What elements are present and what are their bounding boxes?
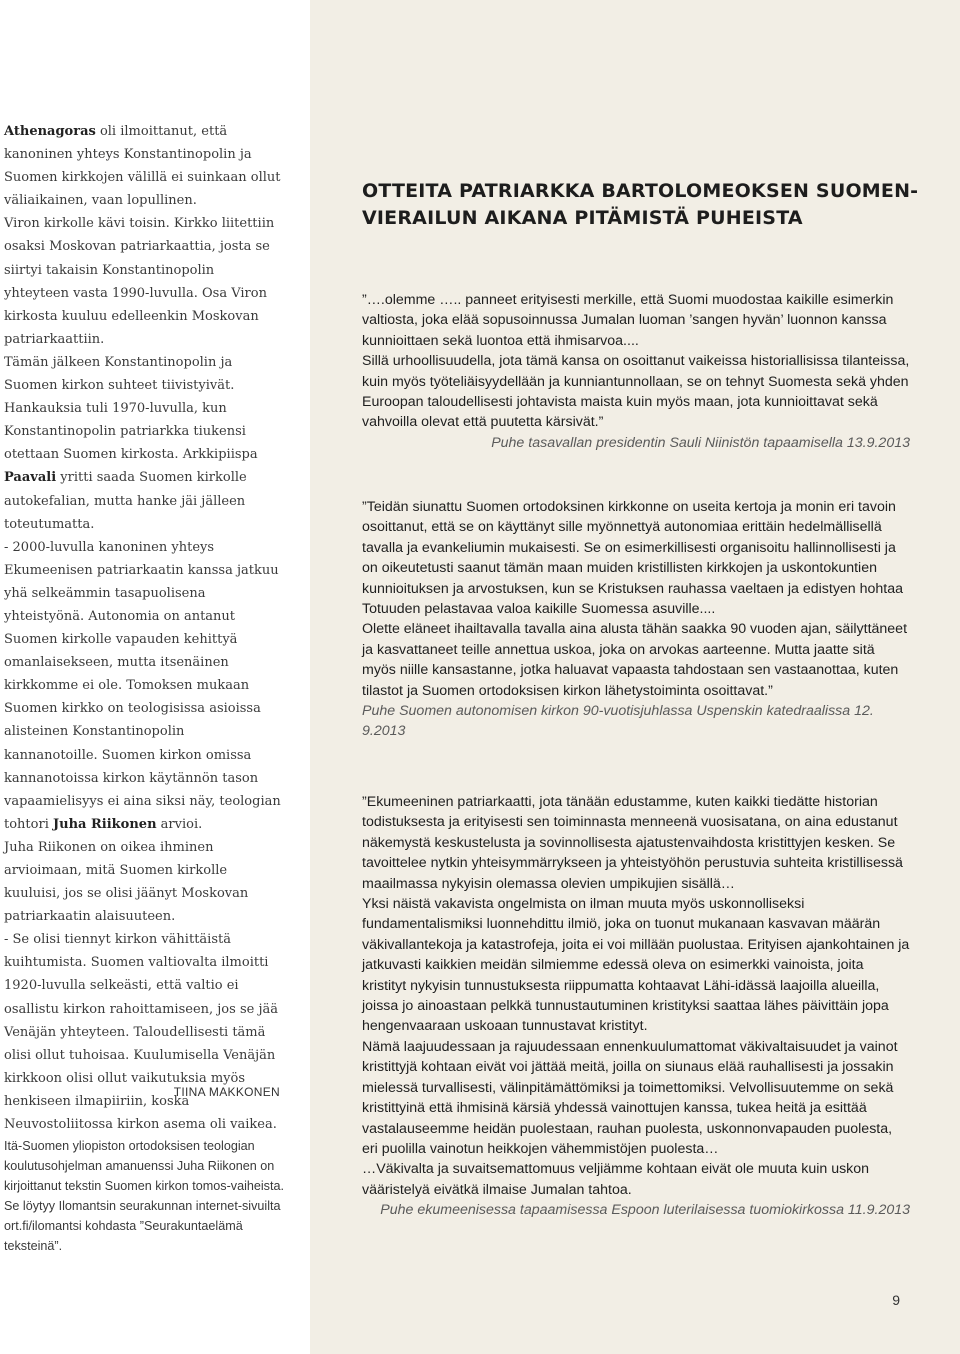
paragraph-text: oli ilmoittanut, että kanoninen yhteys Konstantinopolin ja Suomen kirkkojen välillä ei suinkaan ollut väliaikainen, vaan lopullinen. <box>4 124 281 209</box>
paragraph-text: yritti saada Suomen kirkolle autokefalian, mutta hanke jäi jälleen toteutumatta. <box>4 470 247 532</box>
name-athenagoras: Athenagoras <box>4 124 96 139</box>
quote-text: ”Ekumeeninen patriarkaatti, jota tänään edustamme, kuten kaikki tiedätte historian todistuksesta ja erityisesti sen toiminnasta menneenä vuosisatana, on aina edustanut näkemystä keskustelusta ja sovinnollisesta ajatustenvaihdosta kristittyjen kesken. Se tavoittelee nytkin yhteisymmärrykseen ja yhteistyöhön perustuvia suhteita kristillisessä maailmassa nykyisin olemassa olevien umpikujien sisällä… <box>362 794 903 892</box>
quote-block-3 <box>362 792 910 1221</box>
quote-block-1 <box>362 290 910 453</box>
paragraph-athenagoras <box>4 120 282 212</box>
paragraph-viron-kirkko: Viron kirkolle kävi toisin. Kirkko liitettiin osaksi Moskovan patriarkaattia, josta se siirtyi takaisin Konstantinopolin yhteyteen vasta 1990-luvulla. Osa Viron kirkosta kuuluu edelleenkin Moskovan patriarkaattiin. <box>4 216 275 347</box>
quote-text: Olette eläneet ihailtavalla tavalla aina alusta tähän saakka 90 vuoden ajan, säilyttäneet ja kasvattaneet teille annettua uskoa, joka on arvokas aarteenne. Mutta jaatte sitä myös niille kansastanne, jotka haluavat vapaasta tahdostaan sen vastaanottaa, kuten tilastot ja Suomen ortodoksisen kirkon lähetystoiminta osoittavat.” <box>362 621 908 699</box>
quote-citation: Puhe Suomen autonomisen kirkon 90-vuotisjuhlassa Uspenskin katedraalissa 12. 9.2013 <box>362 703 874 740</box>
author-bio: Itä-Suomen yliopiston ortodoksisen teologian koulutusohjelman amanuenssi Juha Riikonen on kirjoittanut tekstin Suomen kirkon tomos-vaiheista. Se löytyy Ilomantsin seurakunnan internet-sivuilta ort.fi/ilomantsi kohdasta ”Seurakuntaelämä teksteinä”. <box>4 1139 284 1253</box>
paragraph-text: Tämän jälkeen Konstantinopolin ja Suomen kirkon suhteet tiivistyivät. Hankauksia tuli 1970-luvulla, kun Konstantinopolin patriarkka tiukensi otettaan Suomen kirkosta. Arkkipiispa <box>4 354 258 463</box>
page-number: 9 <box>892 1292 900 1308</box>
name-paavali: Paavali <box>4 470 57 486</box>
paragraph-kuihtuminen: - Se olisi tiennyt kirkon vähittäistä kuihtumista. Suomen valtiovalta ilmoitti 1920-luvulla selkeästi, että valtio ei osallistu kirkon rahoittamiseen, jos se jää Venäjän yhteyteen. Taloudellisesti tämä olisi ollut tuhoisaa. Kuulumisella Venäjän kirkkoon olisi ollut vaikutuksia myös henkiseen ilmapiiriin, koska Neuvostoliitossa kirkon asema oli vaikea. <box>4 932 278 1133</box>
quote-text: Sillä urhoollisuudella, jota tämä kansa on osoittanut vaikeissa historiallisissa tilanteissa, kuin myös työteliäisyydellään ja kunniantunnollaan, se on tehnyt Suomesta sekä yhden Euroopan taloudellisesti johtavista maista kuin myös maan, jota kunnioittavat sekä vahvoilla olevat että puutetta kärsivät.” <box>362 353 910 431</box>
quote-text: ”Teidän siunattu Suomen ortodoksinen kirkkonne on useita kertoja ja monin eri tavoin osoittanut, että se on käyttänyt sille myönnettyä autonomiaa erittäin hedelmällisellä tavalla ja evankeliumin mukaisesti. Se on esimerkillisesti organisoitu hallinnollisesti ja on oikeutetusti saanut tämän maan muiden kristillisten kirkkojen ja uskontokuntien kunnioituksen ja arvostuksen, kun se Kristuksen rauhassa vaeltaen ja edistyen hohtaa Totuuden pelastavaa valoa kaikille Suomessa asuville.... <box>362 499 904 618</box>
paragraph-text: - 2000-luvulla kanoninen yhteys Ekumeenisen patriarkaatin kanssa jatkuu yhä selkeämmin tasapuolisena yhteistyönä. Autonomia on antanut Suomen kirkolle vapauden kehittyä omanlaisekseen, mutta itsenäinen kirkkomme ei ole. Tomoksen mukaan Suomen kirkko on teologisissa asioissa alisteinen Konstantinopolin kannanotoille. Suomen kirkon omissa kannanotoissa kirkon käytännön tason vapaamielisyys ei aina siksi näy, teologian tohtori <box>4 539 281 832</box>
paragraph-suhteet <box>4 351 282 536</box>
quote-block-2 <box>362 497 910 742</box>
article-column <box>4 120 282 1136</box>
quote-citation: Puhe ekumeenisessa tapaamisessa Espoon luterilaisessa tuomiokirkossa 11.9.2013 <box>380 1202 910 1219</box>
name-juha-riikonen: Juha Riikonen <box>52 816 157 832</box>
section-heading: OTTEITA PATRIARKKA BARTOLOMEOKSEN SUOMEN-VIERAILUN AIKANA PITÄMISTÄ PUHEISTA <box>362 180 919 229</box>
paragraph-2000-luku <box>4 536 282 836</box>
author-byline: TIINA MAKKONEN <box>173 1085 280 1099</box>
paragraph-text: arvioi. <box>156 816 203 832</box>
quote-text: ”….olemme ….. panneet erityisesti merkille, että Suomi muodostaa kaikille esimerkin valtiosta, joka elää sopusoinnussa Jumalan luoman ’sangen hyvän’ luonnon kanssa kunnioittaen sekä luontoa että ihmisarvoa.... <box>362 292 894 349</box>
paragraph-riikonen: Juha Riikonen on oikea ihminen arvioimaan, mitä Suomen kirkolle kuuluisi, jos se olisi jäänyt Moskovan patriarkaatin alaisuuteen. <box>4 839 249 925</box>
quote-text: Nämä laajuudessaan ja rajuudessaan ennenkuulumattomat väkivaltaisuudet ja vainot kristittyjä kohtaan eivät voi jättää meitä, joilla on siunaus elää rauhallisesti ja jossakin mielessä turvallisesti, välinpitämättömiksi ja toimettomiksi. Velvollisuutemme on sekä kristittyinä että ihmisinä kärsiä yhdessä vainottujen kanssa, tukea heitä ja esittää vastalauseemme heidän puolestaan, rauhan puolesta, uskonnonvapauden puolesta, eri puolilla vainotun heikkojen vähemmistöjen puolesta… <box>362 1038 898 1157</box>
quote-text: …Väkivalta ja suvaitsemattomuus veljiämme kohtaan eivät ole muuta kuin uskon vääristelyä eivätkä ilmaise Jumalan tahtoa. <box>362 1161 870 1198</box>
quote-text: Yksi näistä vakavista ongelmista on ilman muuta myös uskonnolliseksi fundamentalismiksi luonnehdittu ilmiö, joka on tuonut mukanaan kasvavan määrän väkivallantekoja ja katastrofeja, joita ei voi millään puolustaa. Erityisen ajankohtainen ja jatkuvasti kaikkien meidän silmiemme edessä oleva on esimerkki vainoista, joita kristityt nykyisin tunnustuksesta riippumatta kohtaavat Lähi-idässä laajoilla alueilla, joissa jo ainoastaan pelkkä tunnustautuminen kristityksi saattaa lähes päivittäin jopa hengenvaaraan uskoaan tunnustavat kristityt. <box>362 896 910 1035</box>
quote-citation: Puhe tasavallan presidentin Sauli Niinistön tapaamisella 13.9.2013 <box>491 434 910 451</box>
